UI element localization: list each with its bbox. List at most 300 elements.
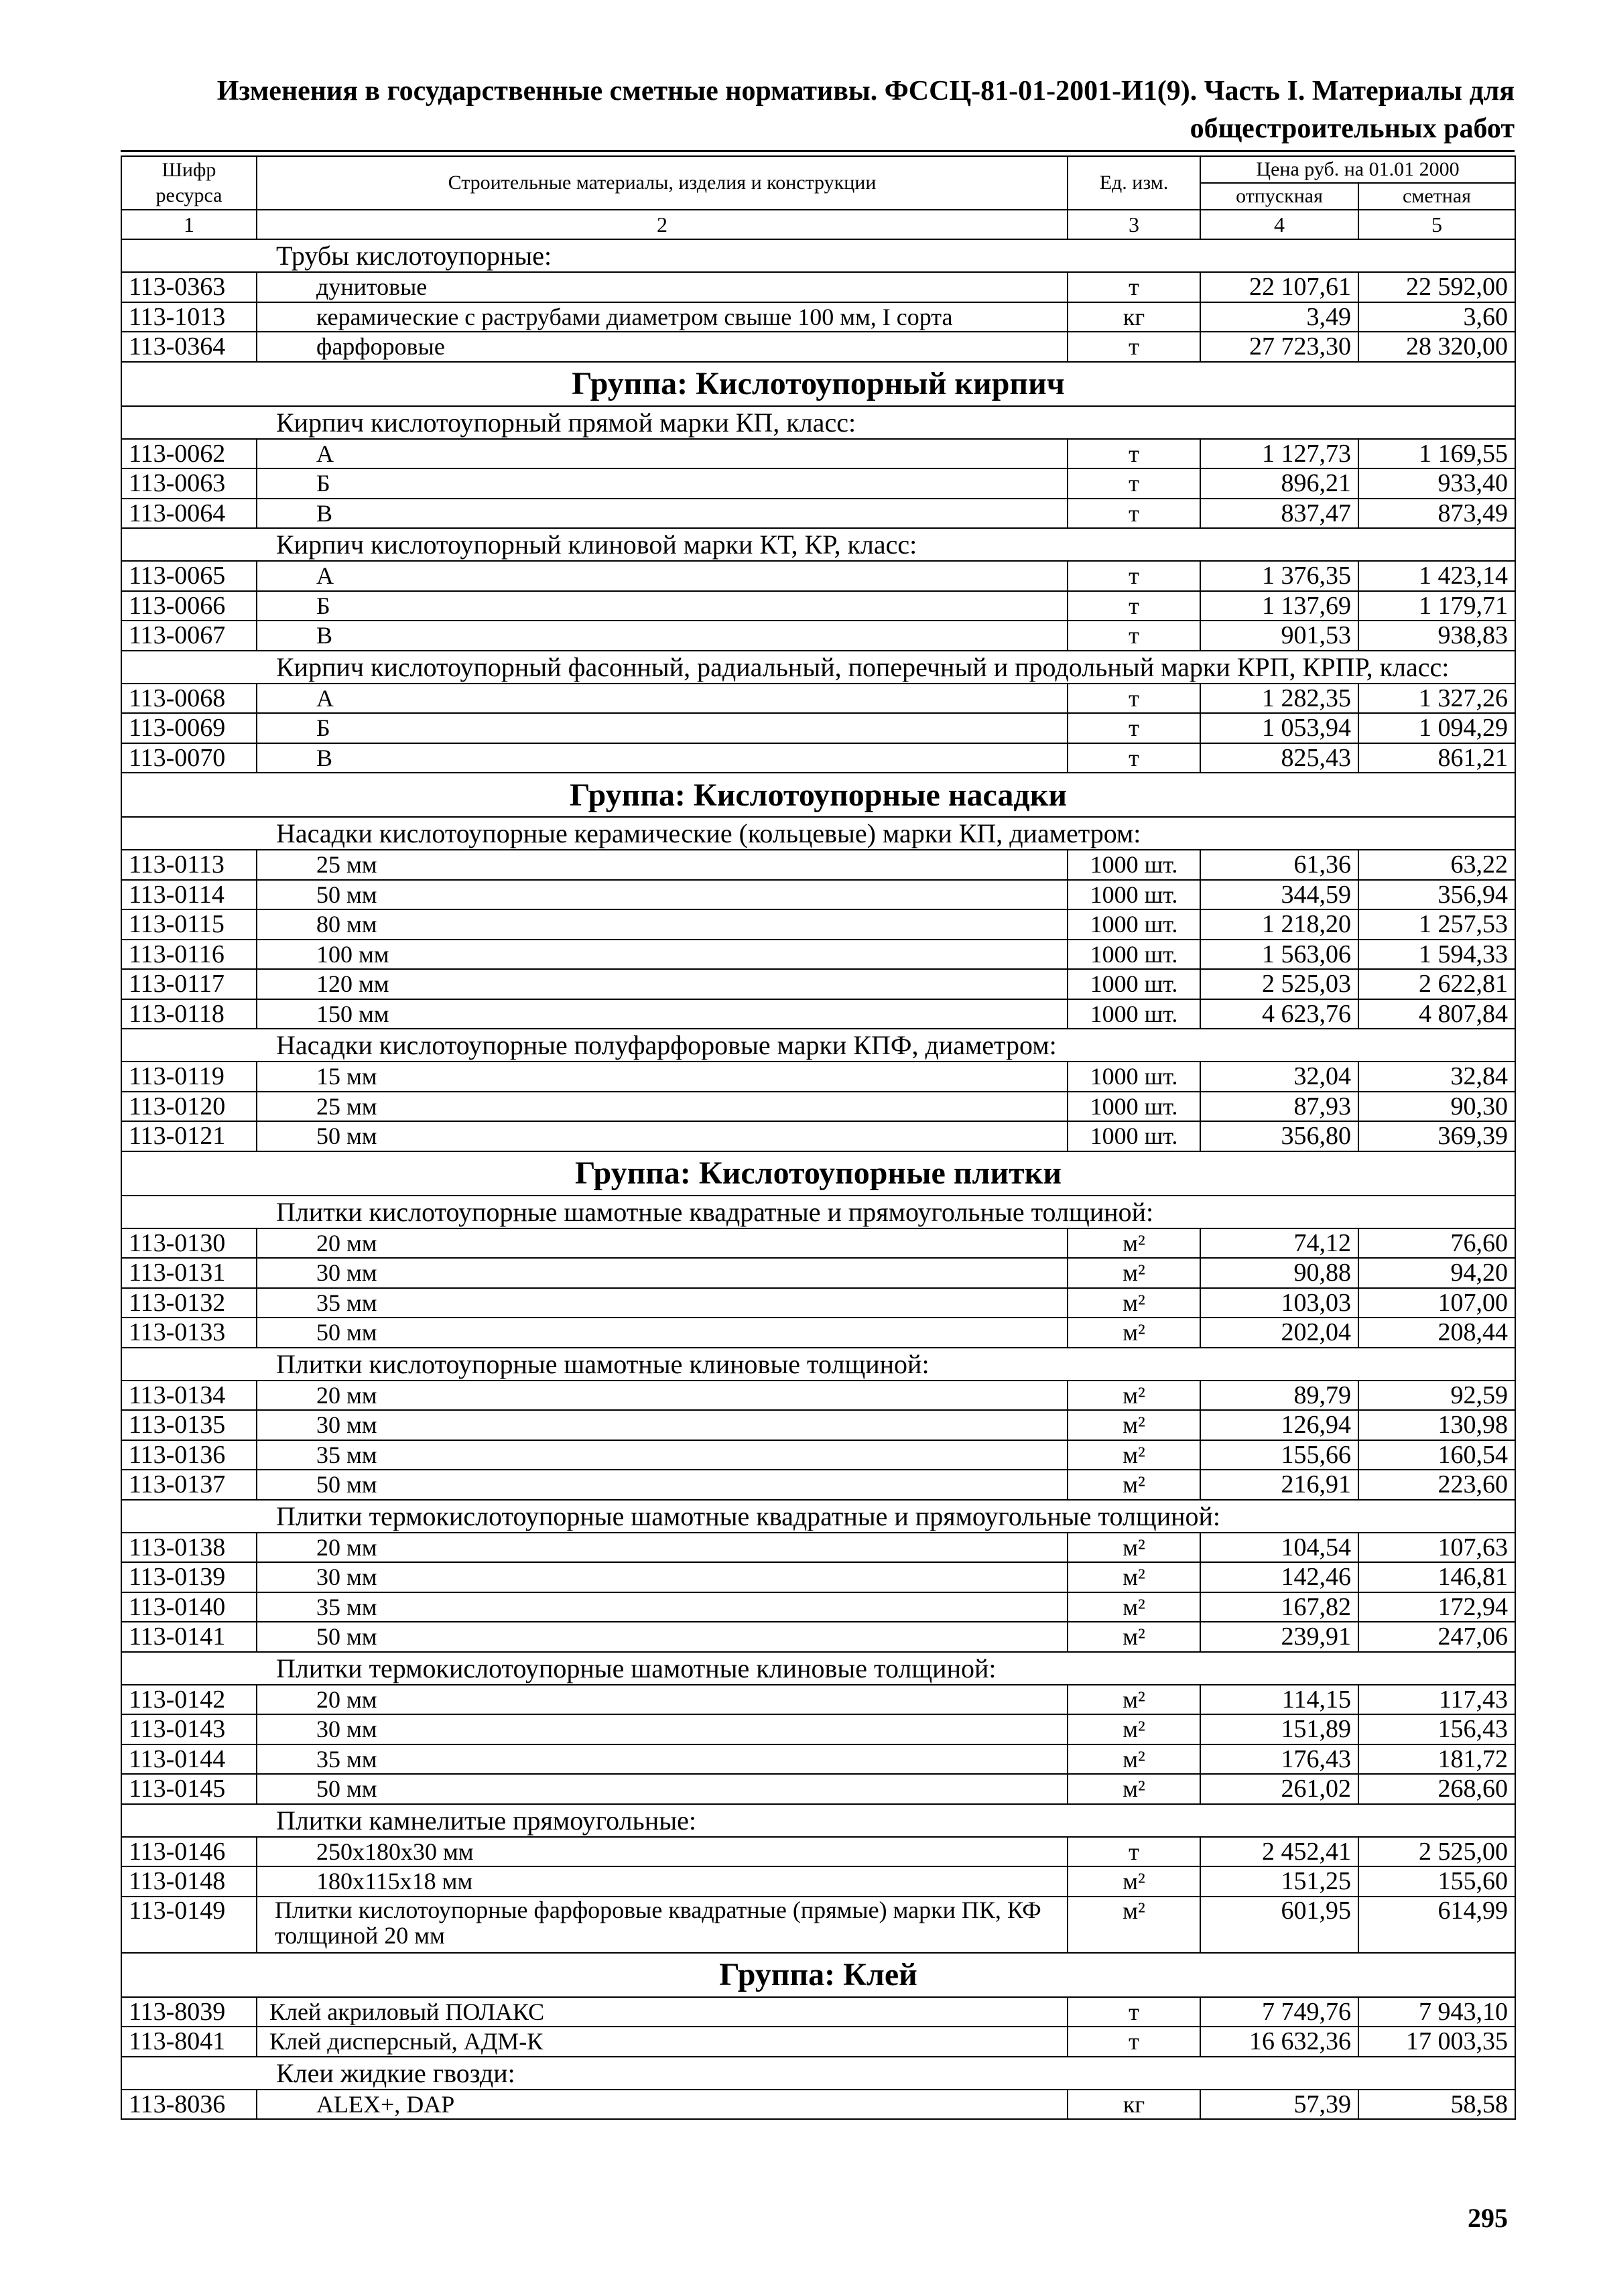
estimate-price: 172,94 bbox=[1358, 1592, 1515, 1622]
material-name: 50 мм bbox=[257, 1121, 1068, 1151]
column-header-price: Цена руб. на 01.01 2000 bbox=[1200, 156, 1515, 183]
release-price: 901,53 bbox=[1200, 621, 1358, 651]
material-name: 35 мм bbox=[257, 1440, 1068, 1470]
unit-of-measure: т bbox=[1068, 468, 1200, 499]
resource-code: 113-0144 bbox=[121, 1744, 257, 1775]
estimate-price: 28 320,00 bbox=[1358, 332, 1515, 362]
release-price: 151,89 bbox=[1200, 1714, 1358, 1744]
resource-code: 113-0138 bbox=[121, 1533, 257, 1563]
table-row bbox=[121, 1092, 1515, 1122]
subheading-text: Кирпич кислотоупорный фасонный, радиальный, поперечный и продольный марки КРП, КРПР, класс: bbox=[121, 651, 1515, 684]
estimate-price: 160,54 bbox=[1358, 1440, 1515, 1470]
release-price: 261,02 bbox=[1200, 1774, 1358, 1804]
estimate-price: 933,40 bbox=[1358, 468, 1515, 499]
material-name: 35 мм bbox=[257, 1288, 1068, 1318]
release-price: 57,39 bbox=[1200, 2090, 1358, 2120]
material-name: ALEX+, DAP bbox=[257, 2090, 1068, 2120]
estimate-price: 1 169,55 bbox=[1358, 439, 1515, 469]
resource-code: 113-0137 bbox=[121, 1470, 257, 1500]
unit-of-measure: м² bbox=[1068, 1318, 1200, 1348]
estimate-price: 614,99 bbox=[1358, 1897, 1515, 1953]
material-name: 120 мм bbox=[257, 969, 1068, 999]
table-row bbox=[121, 1897, 1515, 1953]
table-row bbox=[121, 999, 1515, 1029]
unit-of-measure: 1000 шт. bbox=[1068, 1121, 1200, 1151]
resource-code: 113-0140 bbox=[121, 1592, 257, 1622]
column-number-4: 4 bbox=[1200, 210, 1358, 239]
resource-code: 113-1013 bbox=[121, 302, 257, 332]
release-price: 3,49 bbox=[1200, 302, 1358, 332]
resource-code: 113-0120 bbox=[121, 1092, 257, 1122]
table-row bbox=[121, 1410, 1515, 1440]
release-price: 16 632,36 bbox=[1200, 2027, 1358, 2057]
table-row bbox=[121, 2027, 1515, 2057]
release-price: 155,66 bbox=[1200, 1440, 1358, 1470]
unit-of-measure: т bbox=[1068, 621, 1200, 651]
unit-of-measure: 1000 шт. bbox=[1068, 1062, 1200, 1092]
release-price: 239,91 bbox=[1200, 1622, 1358, 1652]
subheading-text: Плитки кислотоупорные шамотные квадратные и прямоугольные толщиной: bbox=[121, 1196, 1515, 1228]
unit-of-measure: т bbox=[1068, 743, 1200, 773]
subheading-row bbox=[121, 2057, 1515, 2090]
column-header-estimate: сметная bbox=[1358, 183, 1515, 210]
release-price: 896,21 bbox=[1200, 468, 1358, 499]
table-row bbox=[121, 1714, 1515, 1744]
estimate-price: 22 592,00 bbox=[1358, 272, 1515, 302]
release-price: 74,12 bbox=[1200, 1228, 1358, 1259]
estimate-price: 861,21 bbox=[1358, 743, 1515, 773]
estimate-price: 938,83 bbox=[1358, 621, 1515, 651]
subheading-text: Кирпич кислотоупорный клиновой марки КТ, КР, класс: bbox=[121, 528, 1515, 561]
material-name: 35 мм bbox=[257, 1744, 1068, 1775]
table-row bbox=[121, 1318, 1515, 1348]
estimate-price: 17 003,35 bbox=[1358, 2027, 1515, 2057]
unit-of-measure: м² bbox=[1068, 1714, 1200, 1744]
material-name: 20 мм bbox=[257, 1228, 1068, 1259]
estimate-price: 1 423,14 bbox=[1358, 561, 1515, 591]
material-name: В bbox=[257, 743, 1068, 773]
group-heading-text: Группа: Клей bbox=[121, 1953, 1515, 1997]
column-number-3: 3 bbox=[1068, 210, 1200, 239]
unit-of-measure: т bbox=[1068, 1837, 1200, 1867]
resource-code: 113-0069 bbox=[121, 713, 257, 743]
resource-code: 113-0119 bbox=[121, 1062, 257, 1092]
estimate-price: 92,59 bbox=[1358, 1381, 1515, 1411]
group-heading-text: Группа: Кислотоупорные насадки bbox=[121, 773, 1515, 817]
header-line-2: общестроительных работ bbox=[1190, 113, 1515, 144]
price-table bbox=[121, 155, 1516, 2120]
unit-of-measure: т bbox=[1068, 684, 1200, 714]
resource-code: 113-0131 bbox=[121, 1258, 257, 1288]
material-name: 50 мм bbox=[257, 1470, 1068, 1500]
estimate-price: 107,63 bbox=[1358, 1533, 1515, 1563]
estimate-price: 208,44 bbox=[1358, 1318, 1515, 1348]
estimate-price: 3,60 bbox=[1358, 302, 1515, 332]
table-row bbox=[121, 850, 1515, 880]
unit-of-measure: 1000 шт. bbox=[1068, 880, 1200, 910]
resource-code: 113-0146 bbox=[121, 1837, 257, 1867]
release-price: 837,47 bbox=[1200, 499, 1358, 529]
unit-of-measure: т bbox=[1068, 713, 1200, 743]
unit-of-measure: 1000 шт. bbox=[1068, 940, 1200, 970]
material-name: 15 мм bbox=[257, 1062, 1068, 1092]
unit-of-measure: м² bbox=[1068, 1562, 1200, 1592]
release-price: 90,88 bbox=[1200, 1258, 1358, 1288]
table-row bbox=[121, 1258, 1515, 1288]
estimate-price: 1 094,29 bbox=[1358, 713, 1515, 743]
unit-of-measure: м² bbox=[1068, 1744, 1200, 1775]
material-name: 150 мм bbox=[257, 999, 1068, 1029]
table-row bbox=[121, 1866, 1515, 1897]
table-row bbox=[121, 1837, 1515, 1867]
estimate-price: 155,60 bbox=[1358, 1866, 1515, 1897]
table-row bbox=[121, 272, 1515, 302]
table-row bbox=[121, 561, 1515, 591]
estimate-price: 7 943,10 bbox=[1358, 1997, 1515, 2027]
material-name: 80 мм bbox=[257, 909, 1068, 940]
release-price: 1 137,69 bbox=[1200, 591, 1358, 621]
table-row bbox=[121, 2090, 1515, 2120]
table-row bbox=[121, 1774, 1515, 1804]
subheading-text: Клеи жидкие гвозди: bbox=[121, 2057, 1515, 2090]
table-row bbox=[121, 468, 1515, 499]
material-name: 20 мм bbox=[257, 1685, 1068, 1715]
table-row bbox=[121, 302, 1515, 332]
table-row bbox=[121, 591, 1515, 621]
resource-code: 113-0363 bbox=[121, 272, 257, 302]
subheading-row bbox=[121, 1500, 1515, 1533]
release-price: 1 218,20 bbox=[1200, 909, 1358, 940]
estimate-price: 107,00 bbox=[1358, 1288, 1515, 1318]
column-number-2: 2 bbox=[257, 210, 1068, 239]
estimate-price: 2 525,00 bbox=[1358, 1837, 1515, 1867]
resource-code: 113-0139 bbox=[121, 1562, 257, 1592]
unit-of-measure: т bbox=[1068, 439, 1200, 469]
table-row bbox=[121, 1440, 1515, 1470]
estimate-price: 76,60 bbox=[1358, 1228, 1515, 1259]
unit-of-measure: м² bbox=[1068, 1866, 1200, 1897]
material-name: 50 мм bbox=[257, 1774, 1068, 1804]
unit-of-measure: т bbox=[1068, 499, 1200, 529]
table-row bbox=[121, 1744, 1515, 1775]
material-name: А bbox=[257, 439, 1068, 469]
unit-of-measure: м² bbox=[1068, 1440, 1200, 1470]
table-row bbox=[121, 1121, 1515, 1151]
resource-code: 113-0136 bbox=[121, 1440, 257, 1470]
estimate-price: 1 257,53 bbox=[1358, 909, 1515, 940]
resource-code: 113-0114 bbox=[121, 880, 257, 910]
unit-of-measure: м² bbox=[1068, 1685, 1200, 1715]
header-line-1: Изменения в государственные сметные нормативы. ФССЦ-81-01-2001-И1(9). Часть I. Материалы для bbox=[216, 76, 1515, 107]
material-name: Плитки кислотоупорные фарфоровые квадратные (прямые) марки ПК, КФ толщиной 20 мм bbox=[257, 1897, 1068, 1953]
unit-of-measure: т bbox=[1068, 2027, 1200, 2057]
release-price: 1 563,06 bbox=[1200, 940, 1358, 970]
estimate-price: 94,20 bbox=[1358, 1258, 1515, 1288]
table-row bbox=[121, 1592, 1515, 1622]
resource-code: 113-0134 bbox=[121, 1381, 257, 1411]
release-price: 344,59 bbox=[1200, 880, 1358, 910]
release-price: 1 282,35 bbox=[1200, 684, 1358, 714]
material-name: 35 мм bbox=[257, 1592, 1068, 1622]
column-header-release: отпускная bbox=[1200, 183, 1358, 210]
resource-code: 113-8041 bbox=[121, 2027, 257, 2057]
table-row bbox=[121, 1685, 1515, 1715]
subheading-row bbox=[121, 1652, 1515, 1685]
estimate-price: 181,72 bbox=[1358, 1744, 1515, 1775]
resource-code: 113-0066 bbox=[121, 591, 257, 621]
release-price: 202,04 bbox=[1200, 1318, 1358, 1348]
unit-of-measure: м² bbox=[1068, 1228, 1200, 1259]
estimate-price: 117,43 bbox=[1358, 1685, 1515, 1715]
table-row bbox=[121, 1997, 1515, 2027]
resource-code: 113-0142 bbox=[121, 1685, 257, 1715]
unit-of-measure: м² bbox=[1068, 1622, 1200, 1652]
estimate-price: 58,58 bbox=[1358, 2090, 1515, 2120]
estimate-price: 4 807,84 bbox=[1358, 999, 1515, 1029]
release-price: 114,15 bbox=[1200, 1685, 1358, 1715]
column-header-code: Шифр ресурса bbox=[121, 156, 257, 210]
resource-code: 113-0062 bbox=[121, 439, 257, 469]
table-body bbox=[121, 239, 1515, 2119]
unit-of-measure: т bbox=[1068, 332, 1200, 362]
table-row bbox=[121, 1622, 1515, 1652]
resource-code: 113-0065 bbox=[121, 561, 257, 591]
group-heading-text: Группа: Кислотоупорные плитки bbox=[121, 1151, 1515, 1196]
unit-of-measure: 1000 шт. bbox=[1068, 850, 1200, 880]
table-row bbox=[121, 1533, 1515, 1563]
unit-of-measure: м² bbox=[1068, 1592, 1200, 1622]
release-price: 601,95 bbox=[1200, 1897, 1358, 1953]
release-price: 176,43 bbox=[1200, 1744, 1358, 1775]
resource-code: 113-0063 bbox=[121, 468, 257, 499]
resource-code: 113-0133 bbox=[121, 1318, 257, 1348]
estimate-price: 156,43 bbox=[1358, 1714, 1515, 1744]
table-row bbox=[121, 621, 1515, 651]
unit-of-measure: кг bbox=[1068, 302, 1200, 332]
group-heading-row bbox=[121, 773, 1515, 817]
estimate-price: 130,98 bbox=[1358, 1410, 1515, 1440]
subheading-row bbox=[121, 239, 1515, 272]
release-price: 104,54 bbox=[1200, 1533, 1358, 1563]
estimate-price: 1 327,26 bbox=[1358, 684, 1515, 714]
subheading-row bbox=[121, 406, 1515, 439]
estimate-price: 90,30 bbox=[1358, 1092, 1515, 1122]
resource-code: 113-0113 bbox=[121, 850, 257, 880]
estimate-price: 268,60 bbox=[1358, 1774, 1515, 1804]
table-row bbox=[121, 880, 1515, 910]
release-price: 27 723,30 bbox=[1200, 332, 1358, 362]
table-row bbox=[121, 1470, 1515, 1500]
estimate-price: 223,60 bbox=[1358, 1470, 1515, 1500]
resource-code: 113-0145 bbox=[121, 1774, 257, 1804]
material-name: 20 мм bbox=[257, 1381, 1068, 1411]
release-price: 103,03 bbox=[1200, 1288, 1358, 1318]
estimate-price: 2 622,81 bbox=[1358, 969, 1515, 999]
material-name: Б bbox=[257, 591, 1068, 621]
subheading-text: Насадки кислотоупорные полуфарфоровые марки КПФ, диаметром: bbox=[121, 1029, 1515, 1062]
page-number: 295 bbox=[1468, 2203, 1508, 2233]
release-price: 87,93 bbox=[1200, 1092, 1358, 1122]
material-name: 250x180x30 мм bbox=[257, 1837, 1068, 1867]
table-row bbox=[121, 743, 1515, 773]
resource-code: 113-0132 bbox=[121, 1288, 257, 1318]
material-name: Б bbox=[257, 468, 1068, 499]
estimate-price: 1 594,33 bbox=[1358, 940, 1515, 970]
estimate-price: 247,06 bbox=[1358, 1622, 1515, 1652]
material-name: В bbox=[257, 499, 1068, 529]
table-row bbox=[121, 1381, 1515, 1411]
material-name: 20 мм bbox=[257, 1533, 1068, 1563]
release-price: 2 525,03 bbox=[1200, 969, 1358, 999]
release-price: 142,46 bbox=[1200, 1562, 1358, 1592]
release-price: 151,25 bbox=[1200, 1866, 1358, 1897]
material-name: В bbox=[257, 621, 1068, 651]
resource-code: 113-0116 bbox=[121, 940, 257, 970]
release-price: 4 623,76 bbox=[1200, 999, 1358, 1029]
table-row bbox=[121, 332, 1515, 362]
group-heading-row bbox=[121, 1151, 1515, 1196]
table-row bbox=[121, 1562, 1515, 1592]
subheading-row bbox=[121, 1348, 1515, 1381]
resource-code: 113-0070 bbox=[121, 743, 257, 773]
material-name: дунитовые bbox=[257, 272, 1068, 302]
unit-of-measure: м² bbox=[1068, 1470, 1200, 1500]
subheading-row bbox=[121, 817, 1515, 850]
release-price: 167,82 bbox=[1200, 1592, 1358, 1622]
unit-of-measure: т bbox=[1068, 1997, 1200, 2027]
table-row bbox=[121, 713, 1515, 743]
material-name: Клей акриловый ПОЛАКС bbox=[257, 1997, 1068, 2027]
estimate-price: 146,81 bbox=[1358, 1562, 1515, 1592]
release-price: 2 452,41 bbox=[1200, 1837, 1358, 1867]
unit-of-measure: 1000 шт. bbox=[1068, 1092, 1200, 1122]
resource-code: 113-0064 bbox=[121, 499, 257, 529]
material-name: 25 мм bbox=[257, 1092, 1068, 1122]
material-name: А bbox=[257, 684, 1068, 714]
material-name: 25 мм bbox=[257, 850, 1068, 880]
resource-code: 113-0149 bbox=[121, 1897, 257, 1953]
estimate-price: 356,94 bbox=[1358, 880, 1515, 910]
header-rule bbox=[121, 150, 1515, 152]
unit-of-measure: 1000 шт. bbox=[1068, 999, 1200, 1029]
estimate-price: 873,49 bbox=[1358, 499, 1515, 529]
resource-code: 113-0115 bbox=[121, 909, 257, 940]
unit-of-measure: м² bbox=[1068, 1410, 1200, 1440]
subheading-text: Насадки кислотоупорные керамические (кольцевые) марки КП, диаметром: bbox=[121, 817, 1515, 850]
release-price: 1 376,35 bbox=[1200, 561, 1358, 591]
unit-of-measure: м² bbox=[1068, 1381, 1200, 1411]
subheading-row bbox=[121, 1196, 1515, 1228]
table-row bbox=[121, 684, 1515, 714]
column-header-unit: Ед. изм. bbox=[1068, 156, 1200, 210]
estimate-price: 32,84 bbox=[1358, 1062, 1515, 1092]
resource-code: 113-8036 bbox=[121, 2090, 257, 2120]
release-price: 22 107,61 bbox=[1200, 272, 1358, 302]
subheading-row bbox=[121, 1804, 1515, 1837]
release-price: 89,79 bbox=[1200, 1381, 1358, 1411]
material-name: 30 мм bbox=[257, 1562, 1068, 1592]
resource-code: 113-0130 bbox=[121, 1228, 257, 1259]
resource-code: 113-0135 bbox=[121, 1410, 257, 1440]
unit-of-measure: м² bbox=[1068, 1774, 1200, 1804]
column-number-1: 1 bbox=[121, 210, 257, 239]
group-heading-row bbox=[121, 362, 1515, 406]
material-name: 50 мм bbox=[257, 880, 1068, 910]
resource-code: 113-0364 bbox=[121, 332, 257, 362]
unit-of-measure: м² bbox=[1068, 1288, 1200, 1318]
unit-of-measure: кг bbox=[1068, 2090, 1200, 2120]
material-name: Б bbox=[257, 713, 1068, 743]
material-name: 30 мм bbox=[257, 1714, 1068, 1744]
unit-of-measure: 1000 шт. bbox=[1068, 909, 1200, 940]
material-name: 30 мм bbox=[257, 1410, 1068, 1440]
release-price: 61,36 bbox=[1200, 850, 1358, 880]
table-row bbox=[121, 1228, 1515, 1259]
subheading-row bbox=[121, 651, 1515, 684]
resource-code: 113-0141 bbox=[121, 1622, 257, 1652]
release-price: 1 053,94 bbox=[1200, 713, 1358, 743]
table-row bbox=[121, 909, 1515, 940]
subheading-text: Плитки термокислотоупорные шамотные квадратные и прямоугольные толщиной: bbox=[121, 1500, 1515, 1533]
estimate-price: 369,39 bbox=[1358, 1121, 1515, 1151]
release-price: 32,04 bbox=[1200, 1062, 1358, 1092]
material-name: 180x115x18 мм bbox=[257, 1866, 1068, 1897]
release-price: 216,91 bbox=[1200, 1470, 1358, 1500]
resource-code: 113-8039 bbox=[121, 1997, 257, 2027]
release-price: 356,80 bbox=[1200, 1121, 1358, 1151]
resource-code: 113-0067 bbox=[121, 621, 257, 651]
unit-of-measure: м² bbox=[1068, 1897, 1200, 1953]
resource-code: 113-0118 bbox=[121, 999, 257, 1029]
resource-code: 113-0121 bbox=[121, 1121, 257, 1151]
release-price: 7 749,76 bbox=[1200, 1997, 1358, 2027]
material-name: А bbox=[257, 561, 1068, 591]
material-name: фарфоровые bbox=[257, 332, 1068, 362]
table-row bbox=[121, 1288, 1515, 1318]
table-row bbox=[121, 1062, 1515, 1092]
subheading-text: Кирпич кислотоупорный прямой марки КП, класс: bbox=[121, 406, 1515, 439]
table-row bbox=[121, 969, 1515, 999]
resource-code: 113-0117 bbox=[121, 969, 257, 999]
unit-of-measure: м² bbox=[1068, 1258, 1200, 1288]
subheading-row bbox=[121, 1029, 1515, 1062]
unit-of-measure: т bbox=[1068, 272, 1200, 302]
subheading-text: Трубы кислотоупорные: bbox=[121, 239, 1515, 272]
group-heading-text: Группа: Кислотоупорный кирпич bbox=[121, 362, 1515, 406]
column-number-5: 5 bbox=[1358, 210, 1515, 239]
group-heading-row bbox=[121, 1953, 1515, 1997]
unit-of-measure: т bbox=[1068, 561, 1200, 591]
release-price: 126,94 bbox=[1200, 1410, 1358, 1440]
subheading-row bbox=[121, 528, 1515, 561]
material-name: 50 мм bbox=[257, 1622, 1068, 1652]
document-header bbox=[121, 72, 1515, 147]
material-name: Клей дисперсный, АДМ-К bbox=[257, 2027, 1068, 2057]
unit-of-measure: 1000 шт. bbox=[1068, 969, 1200, 999]
table-row bbox=[121, 499, 1515, 529]
estimate-price: 63,22 bbox=[1358, 850, 1515, 880]
resource-code: 113-0143 bbox=[121, 1714, 257, 1744]
subheading-text: Плитки кислотоупорные шамотные клиновые толщиной: bbox=[121, 1348, 1515, 1381]
material-name: керамические с раструбами диаметром свыше 100 мм, I сорта bbox=[257, 302, 1068, 332]
release-price: 825,43 bbox=[1200, 743, 1358, 773]
unit-of-measure: т bbox=[1068, 591, 1200, 621]
resource-code: 113-0148 bbox=[121, 1866, 257, 1897]
unit-of-measure: м² bbox=[1068, 1533, 1200, 1563]
resource-code: 113-0068 bbox=[121, 684, 257, 714]
subheading-text: Плитки термокислотоупорные шамотные клиновые толщиной: bbox=[121, 1652, 1515, 1685]
table-row bbox=[121, 439, 1515, 469]
